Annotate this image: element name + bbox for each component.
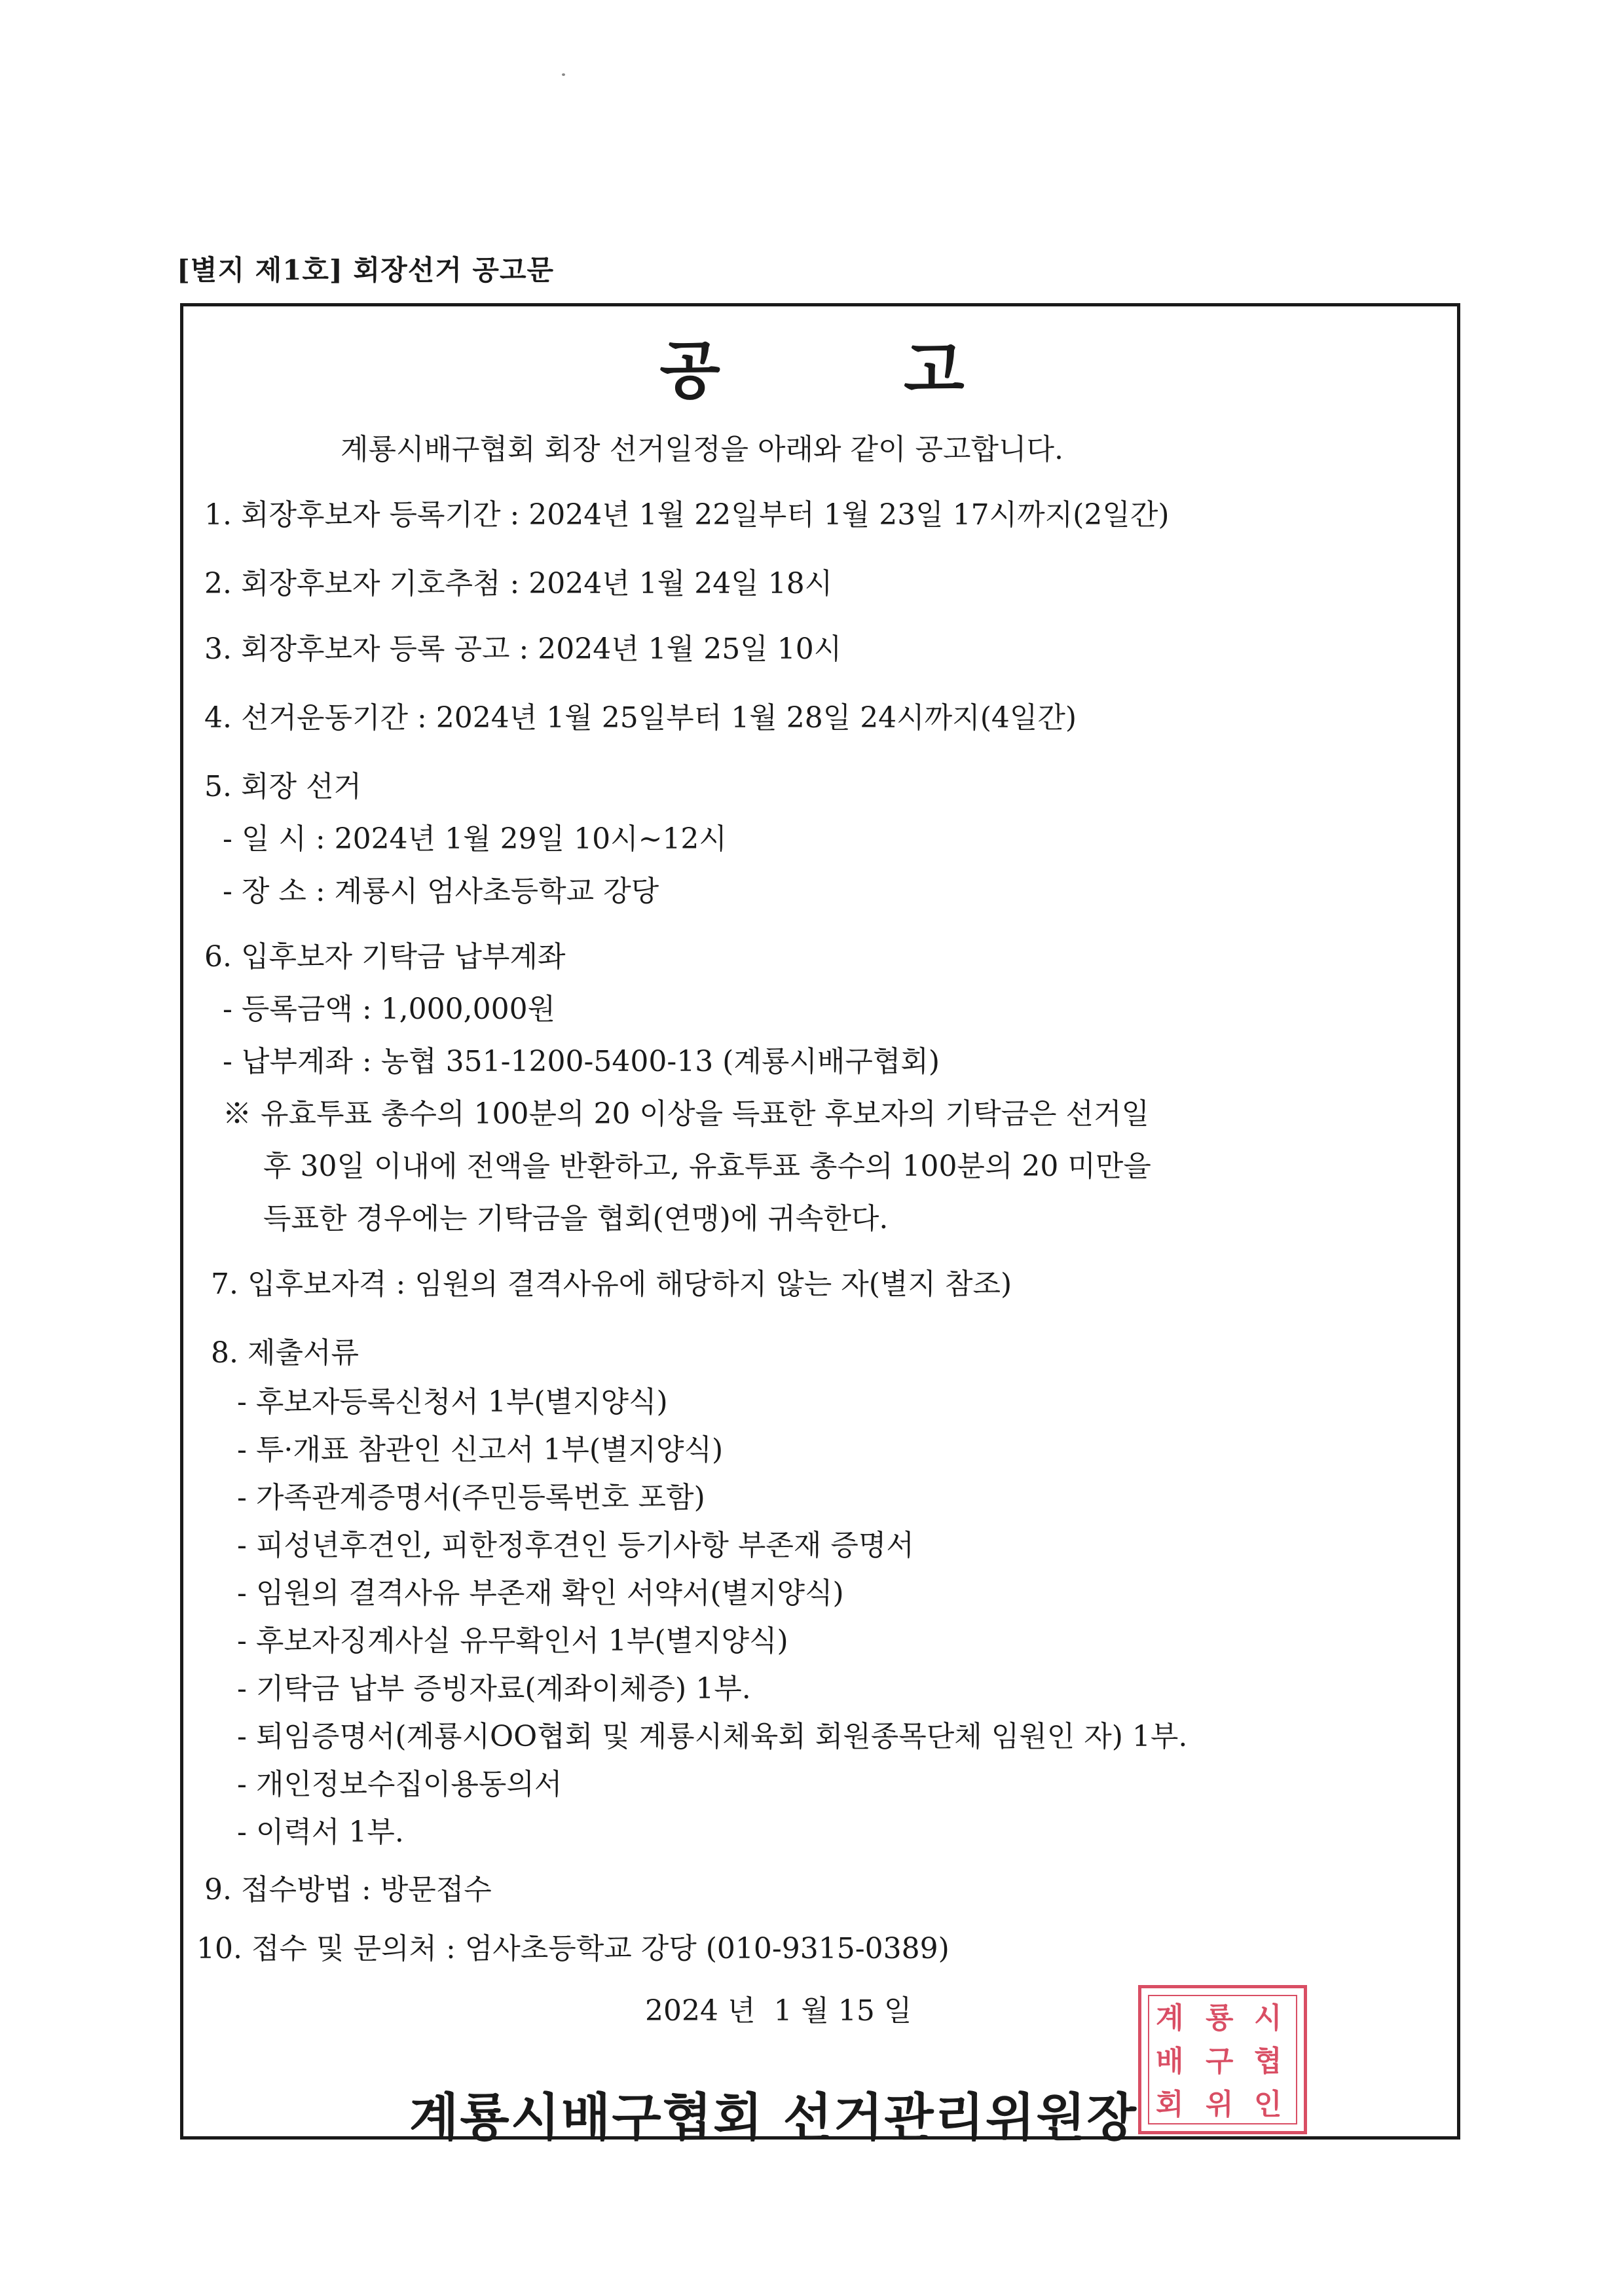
item-submission-method: 9. 접수방법 : 방문접수 bbox=[204, 1873, 492, 1906]
item-contact: 10. 접수 및 문의처 : 엄사초등학교 강당 (010-9315-0389) bbox=[196, 1932, 950, 1965]
title-char-right: 고 bbox=[904, 333, 965, 407]
item-documents: 8. 제출서류 bbox=[211, 1336, 359, 1370]
item-registration-notice: 3. 회장후보자 등록 공고 : 2024년 1월 25일 10시 bbox=[204, 632, 842, 666]
document-item: - 퇴임증명서(계룡시OO협회 및 계룡시체육회 회원종목단체 임원인 자) 1부. bbox=[237, 1720, 1188, 1753]
document-item: - 피성년후견인, 피한정후견인 등기사항 부존재 증명서 bbox=[237, 1529, 914, 1562]
document-item: - 임원의 결격사유 부존재 확인 서약서(별지양식) bbox=[237, 1576, 844, 1610]
scan-speck bbox=[562, 73, 565, 76]
item-campaign-period: 4. 선거운동기간 : 2024년 1월 25일부터 1월 28일 24시까지(4일간) bbox=[204, 701, 1077, 735]
item-registration-period: 1. 회장후보자 등록기간 : 2024년 1월 22일부터 1월 23일 17시까지(2일간) bbox=[204, 498, 1170, 532]
election-place: - 장 소 : 계룡시 엄사초등학교 강당 bbox=[223, 875, 659, 908]
title-char-left: 공 bbox=[659, 333, 720, 407]
document-item: - 투·개표 참관인 신고서 1부(별지양식) bbox=[237, 1433, 724, 1467]
notice-intro: 계룡시배구협회 회장 선거일정을 아래와 같이 공고합니다. bbox=[341, 433, 1064, 466]
issuer-signature: 계룡시배구협회 선거관리위원장 bbox=[409, 2088, 1138, 2147]
notice-title bbox=[0, 321, 1624, 410]
deposit-note-line-3: 득표한 경우에는 기탁금을 협회(연맹)에 귀속한다. bbox=[263, 1202, 889, 1235]
deposit-account: - 납부계좌 : 농협 351-1200-5400-13 (계룡시배구협회) bbox=[223, 1045, 940, 1078]
document-item: - 후보자징계사실 유무확인서 1부(별지양식) bbox=[237, 1624, 788, 1658]
document-item: - 후보자등록신청서 1부(별지양식) bbox=[237, 1385, 668, 1419]
document-item: - 개인정보수집이용동의서 bbox=[237, 1768, 563, 1801]
document-item: - 이력서 1부. bbox=[237, 1815, 404, 1849]
deposit-note-line-1: ※ 유효투표 총수의 100분의 20 이상을 득표한 후보자의 기탁금은 선거일 bbox=[223, 1097, 1149, 1131]
item-eligibility: 7. 입후보자격 : 임원의 결격사유에 해당하지 않는 자(별지 참조) bbox=[211, 1267, 1012, 1301]
document-item: - 기탁금 납부 증빙자료(계좌이체증) 1부. bbox=[237, 1672, 751, 1705]
item-deposit: 6. 입후보자 기탁금 납부계좌 bbox=[204, 940, 566, 974]
deposit-note-line-2: 후 30일 이내에 전액을 반환하고, 유효투표 총수의 100분의 20 미만을 bbox=[263, 1150, 1151, 1183]
election-date: - 일 시 : 2024년 1월 29일 10시~12시 bbox=[223, 822, 727, 856]
item-election: 5. 회장 선거 bbox=[204, 770, 361, 803]
form-label: [별지 제1호] 회장선거 공고문 bbox=[177, 254, 555, 286]
notice-date: 2024 년 1 월 15 일 bbox=[645, 1994, 912, 2028]
deposit-amount: - 등록금액 : 1,000,000원 bbox=[223, 993, 556, 1026]
document-item: - 가족관계증명서(주민등록번호 포함) bbox=[237, 1481, 705, 1514]
official-seal: 계 룡 시 배 구 협 회 위 인 bbox=[1138, 1985, 1307, 2134]
item-number-draw: 2. 회장후보자 기호추첨 : 2024년 1월 24일 18시 bbox=[204, 567, 833, 600]
